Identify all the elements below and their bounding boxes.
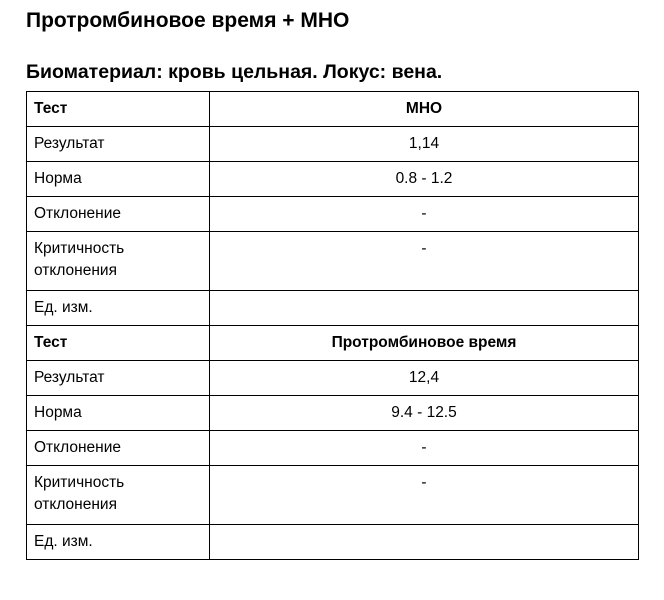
norm-label: Норма (27, 396, 210, 431)
unit-label: Ед. изм. (27, 525, 210, 560)
criticality-label: Критичность отклонения (27, 232, 210, 291)
deviation-row (27, 431, 639, 466)
deviation-label: Отклонение (27, 197, 210, 232)
result-row (27, 361, 639, 396)
test-header-row (27, 326, 639, 361)
test-header-row (27, 92, 639, 127)
deviation-value: - (210, 431, 639, 466)
unit-value (210, 291, 639, 326)
unit-value (210, 525, 639, 560)
norm-label: Норма (27, 162, 210, 197)
unit-label: Ед. изм. (27, 291, 210, 326)
criticality-label: Критичность отклонения (27, 466, 210, 525)
page-title: Протромбиновое время + МНО (26, 9, 350, 32)
norm-value: 9.4 - 12.5 (210, 396, 639, 431)
deviation-label: Отклонение (27, 431, 210, 466)
result-value: 1,14 (210, 127, 639, 162)
criticality-value: - (210, 232, 639, 291)
criticality-row (27, 232, 639, 291)
criticality-value: - (210, 466, 639, 525)
unit-row (27, 291, 639, 326)
deviation-value: - (210, 197, 639, 232)
norm-row (27, 396, 639, 431)
unit-row (27, 525, 639, 560)
criticality-row (27, 466, 639, 525)
test-header-label: Тест (27, 92, 210, 127)
biomaterial-subtitle: Биоматериал: кровь цельная. Локус: вена. (26, 61, 443, 83)
norm-value: 0.8 - 1.2 (210, 162, 639, 197)
test-name: МНО (210, 92, 639, 127)
result-label: Результат (27, 361, 210, 396)
result-value: 12,4 (210, 361, 639, 396)
result-label: Результат (27, 127, 210, 162)
test-name: Протромбиновое время (210, 326, 639, 361)
test-header-label: Тест (27, 326, 210, 361)
deviation-row (27, 197, 639, 232)
norm-row (27, 162, 639, 197)
results-table (26, 91, 639, 560)
result-row (27, 127, 639, 162)
